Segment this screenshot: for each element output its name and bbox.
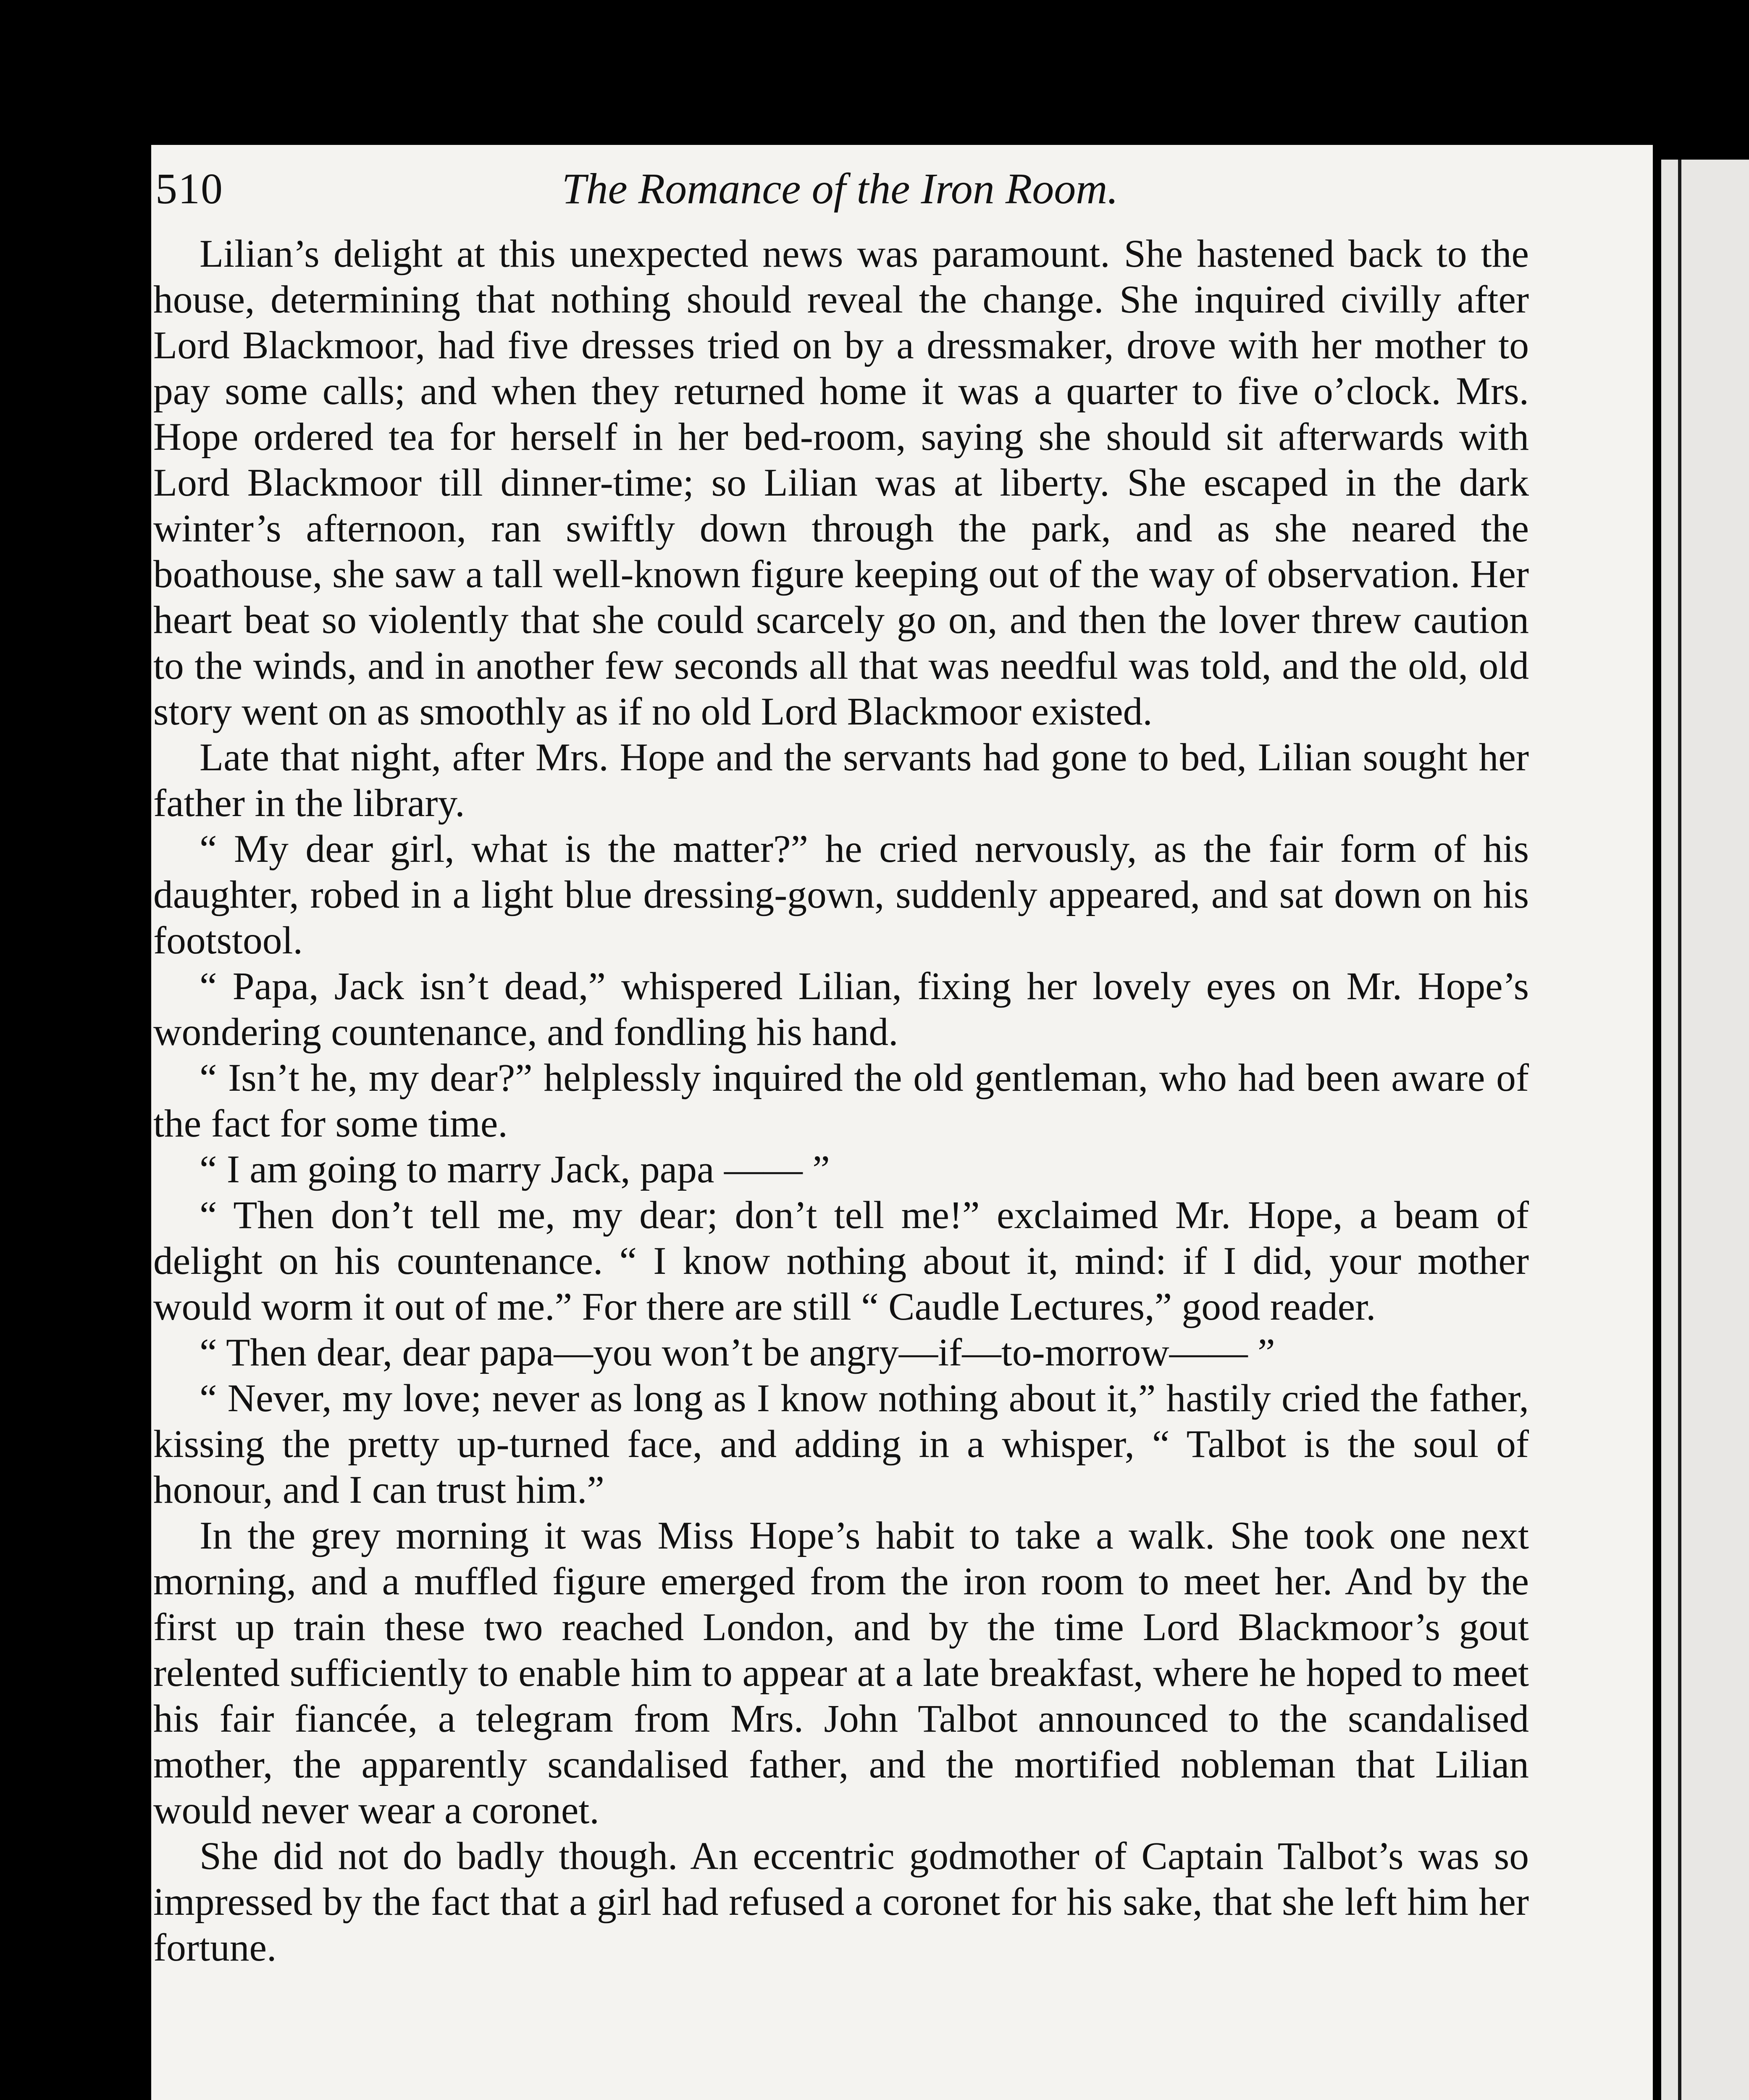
paragraph-2: Late that night, after Mrs. Hope and the servants had gone to bed, Lilian sought her father in the library. <box>153 736 1529 825</box>
paragraph-8: “ Then dear, dear papa—you won’t be angry—if—to-morrow—— ” <box>200 1331 1275 1374</box>
paragraph-3: “ My dear girl, what is the matter?” he cried nervously, as the fair form of his daughter, robed in a light blue dressing-gown, suddenly appeared, and sat down on his footstool. <box>153 827 1529 962</box>
paragraph-7: “ Then don’t tell me, my dear; don’t tell me!” exclaimed Mr. Hope, a beam of delight on his countenance. “ I know nothing about it, mind: if I did, your mother would worm it out of me.” For there are still “ Caudle Lectures,” good reader. <box>153 1194 1529 1328</box>
paragraph-11: She did not do badly though. An eccentric godmother of Captain Talbot’s was so impressed by the fact that a girl had refused a coronet for his sake, that she left him her fortune. <box>153 1835 1529 1969</box>
paragraph-10: In the grey morning it was Miss Hope’s habit to take a walk. She took one next morning, and a muffled figure emerged from the iron room to meet her. And by the first up train these two reached London, and by the time Lord Blackmoor’s gout relented sufficiently to enable him to appear at a late breakfast, where he hoped to meet his fair fiancée, a telegram from Mrs. John Talbot announced to the scandalised mother, the apparently scandalised father, and the mortified nobleman that Lilian would never wear a coronet. <box>153 1514 1529 1832</box>
paragraph-1: Lilian’s delight at this unexpected news was paramount. She hastened back to the house, determining that nothing should reveal the change. She inquired civilly after Lord Blackmoor, had five dresses tried on by a dressmaker, drove with her mother to pay some calls; and when they returned home it was a quarter to five o’clock. Mrs. Hope ordered tea for herself in her bed-room, saying she should sit afterwards with Lord Blackmoor till dinner-time; so Lilian was at liberty. She escaped in the dark winter’s afternoon, ran swiftly down through the park, and as she neared the boathouse, she saw a tall well-known figure keeping out of the way of observation. Her heart beat so violently that she could scarcely go on, and then the lover threw caution to the winds, and in another few seconds all that was needful was told, and the old, old story went on as smoothly as if no old Lord Blackmoor existed. <box>153 232 1529 733</box>
paragraph-9: “ Never, my love; never as long as I know nothing about it,” hastily cried the father, kissing the pretty up-turned face, and adding in a whisper, “ Talbot is the soul of honour, and I can trust him.” <box>153 1377 1529 1512</box>
page-number: 510 <box>155 165 223 213</box>
paragraph-6: “ I am going to marry Jack, papa —— ” <box>200 1148 830 1191</box>
paragraph-4: “ Papa, Jack isn’t dead,” whispered Lilian, fixing her lovely eyes on Mr. Hope’s wondering countenance, and fondling his hand. <box>153 965 1529 1054</box>
page-edge-line <box>1678 160 1736 2100</box>
body-text <box>153 231 1529 1971</box>
page-header <box>155 164 1525 223</box>
paragraph-5: “ Isn’t he, my dear?” helplessly inquired the old gentleman, who had been aware of the fact for some time. <box>153 1056 1529 1145</box>
running-title: The Romance of the Iron Room. <box>562 165 1119 213</box>
adjacent-page-edge <box>1661 160 1749 2100</box>
